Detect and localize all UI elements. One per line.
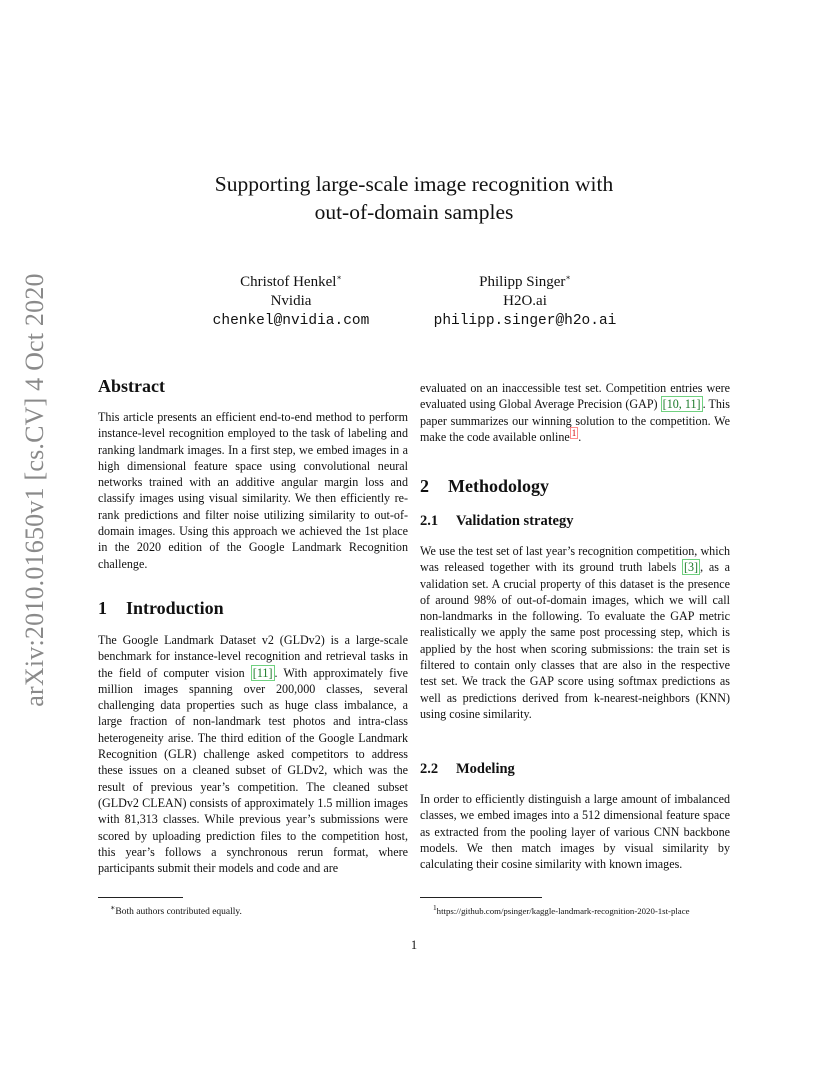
- page-number: 1: [410, 938, 418, 952]
- author-email[interactable]: philipp.singer@h2o.ai: [433, 313, 617, 329]
- section-number: 2: [420, 476, 429, 496]
- abstract-body: [98, 409, 408, 572]
- subsection-number: 2.2: [420, 761, 439, 777]
- intro-text: . With approximately five million images spanning over 200,000 classes, several challenging data properties such as huge class imbalance, a large fraction of non-landmark test photos and intra-class heterogeneity arise. The third edition of the Google Landmark Recognition (GLR) challenge asked competitors to address these issues on a cleaned subset of GLDv2, which was the result of previous year’s competition. The cleaned subset (GLDv2 CLEAN) consists of approximately 1.5 million images with 81,313 classes. While previous year’s submissions were scored by uploading prediction files to the competition host, this year’s follows a synchronous rerun format, where participants submit their models and code and are: [98, 665, 408, 876]
- author-mark: ∗: [565, 273, 571, 282]
- abstract-heading: Abstract: [98, 376, 165, 396]
- author-affiliation: H2O.ai: [503, 293, 547, 309]
- intro-text: The Google Landmark Dataset v2 (GLDv2) is a large-scale benchmark for instance-level recognition and retrieval tasks in the field of computer vision: [98, 633, 408, 680]
- methodology-heading: [420, 475, 549, 497]
- title-line-1: Supporting large-scale image recognition with: [214, 172, 614, 196]
- footnote-url: [433, 902, 690, 917]
- footnote-authors: [110, 902, 242, 918]
- title-line-2: out-of-domain samples: [314, 200, 514, 224]
- footnote-link-url[interactable]: https://github.com/psinger/kaggle-landmark-recognition-2020-1st-place: [436, 905, 690, 916]
- subsection-title: Modeling: [456, 761, 515, 777]
- validation-text: We use the test set of last year’s recognition competition, which was released together with its ground truth labels: [420, 544, 730, 575]
- paper-title: [0, 170, 828, 226]
- introduction-continuation: [420, 380, 730, 445]
- arxiv-stamp-text: arXiv:2010.01650v1 [cs.CV] 4 Oct 2020: [20, 273, 49, 707]
- author-email[interactable]: chenkel@nvidia.com: [212, 313, 370, 329]
- modeling-body: [420, 791, 730, 872]
- subsection-title: Validation strategy: [456, 513, 574, 529]
- introduction-heading: [98, 597, 224, 619]
- author-affiliation: Nvidia: [270, 293, 312, 309]
- modeling-heading: [420, 760, 515, 778]
- validation-text: , as a validation set. A crucial property of this dataset is the presence of around 98% of out-of-domain images, which we will call non-landmarks in the following. To evaluate the GAP metric realistically we apply the same post processing step, which is applied by the host when scoring submissions: the train set is filtered to contain only classes that are also in the respective test set. We track the GAP score using softmax predictions as well as predictions derived from k-nearest-neighbors (KNN) using cosine similarity.: [420, 560, 730, 721]
- citation-link[interactable]: [3]: [683, 560, 699, 575]
- footnote-link[interactable]: 1: [571, 427, 577, 438]
- introduction-body: [98, 632, 408, 876]
- section-number: 1: [98, 598, 107, 618]
- intro-text: .: [578, 429, 582, 444]
- footnote-rule: [420, 897, 542, 898]
- author-mark: ∗: [336, 273, 342, 282]
- subsection-number: 2.1: [420, 513, 439, 529]
- abstract-text: This article presents an efficient end-to-end method to perform instance-level recognition employed to the task of labeling and ranking landmark images. In a first step, we embed images in a high dimensional feature space using convolutional neural networks trained with an additive angular margin loss and classify images using visual similarity. We then efficiently re-rank predictions and filter noise utilizing similarity to out-of-domain images. Using this approach we achieved the 1st place in the 2020 edition of the Google Landmark Recognition challenge.: [98, 410, 408, 571]
- footnote-rule: [98, 897, 183, 898]
- footnote-text: Both authors contributed equally.: [115, 907, 242, 918]
- validation-heading: [420, 512, 573, 530]
- arxiv-identifier-stamp: [14, 273, 56, 707]
- section-title: Introduction: [126, 598, 224, 618]
- section-title: Methodology: [448, 476, 549, 496]
- intro-text: . This paper summarizes our winning solution to the competition. We make the code available online: [420, 397, 730, 444]
- author-name: Philipp Singer: [479, 274, 566, 290]
- author-block-2: [375, 268, 675, 331]
- footnote-mark: 1: [433, 903, 437, 912]
- validation-body: [420, 543, 730, 722]
- footnote-mark: ∗: [110, 903, 116, 912]
- author-name: Christof Henkel: [240, 274, 337, 290]
- intro-text: evaluated on an inaccessible test set. Competition entries were evaluated using Global Average Precision (GAP): [420, 381, 730, 412]
- citation-link[interactable]: [10, 11]: [662, 397, 701, 412]
- citation-link[interactable]: [11]: [252, 665, 273, 680]
- modeling-text: In order to efficiently distinguish a large amount of imbalanced classes, we embed images into a 512 dimensional feature space as extracted from the pooling layer of various CNN backbone models. We then match images by visual similarity by calculating their cosine similarity with known images.: [420, 792, 730, 872]
